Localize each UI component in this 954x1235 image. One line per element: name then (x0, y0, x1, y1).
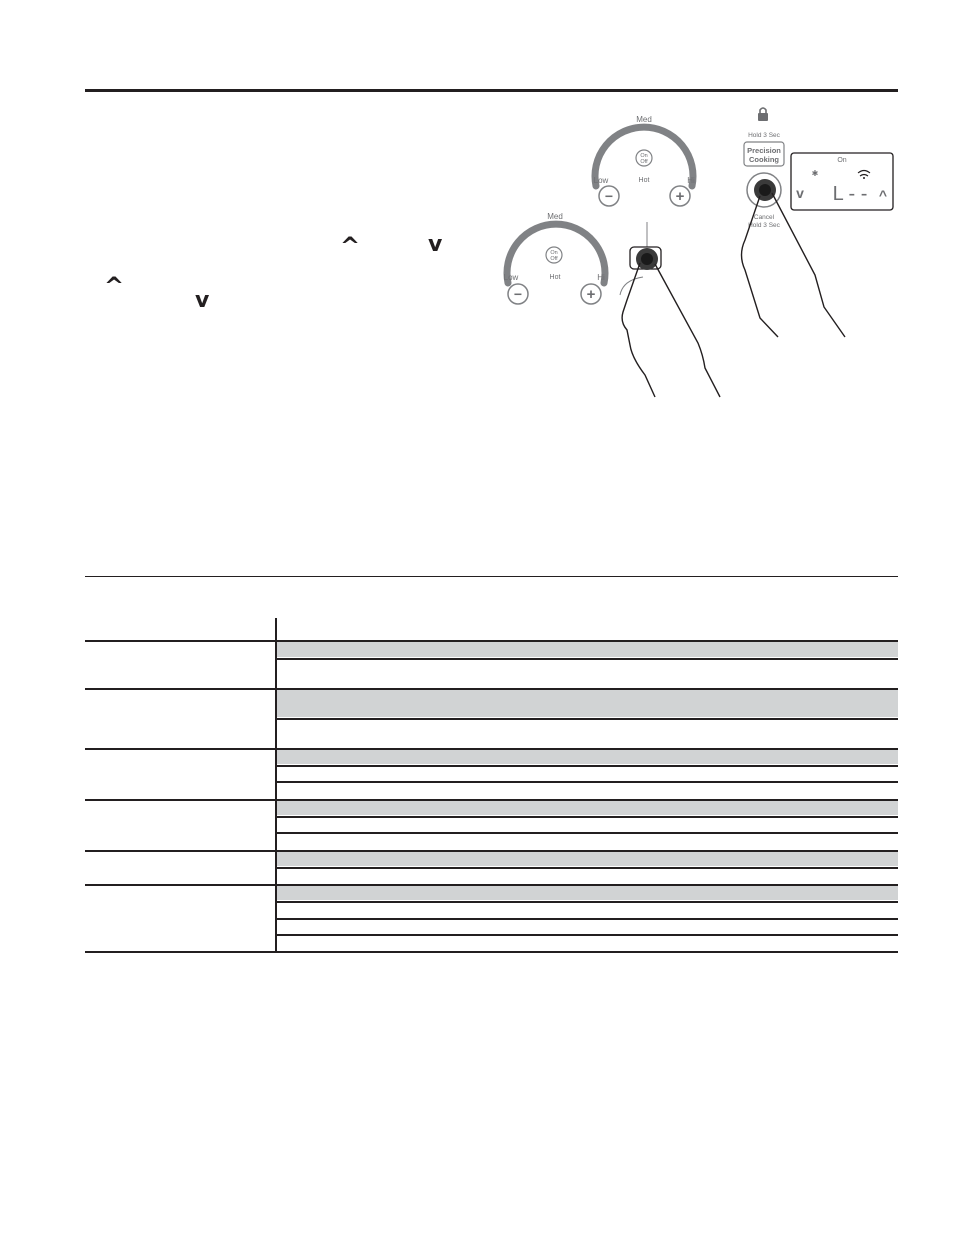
svg-text:+: + (586, 286, 596, 303)
top-rule (85, 89, 898, 92)
table-row (277, 642, 898, 657)
svg-text:L - -: L - - (832, 183, 868, 205)
table-row (277, 886, 898, 900)
section-rule (85, 576, 898, 577)
svg-text:^: ^ (878, 187, 888, 203)
svg-text:Med: Med (547, 212, 563, 221)
table-row (277, 750, 898, 764)
svg-text:Cancel: Cancel (753, 214, 775, 221)
chevron-down-icon: v (428, 232, 443, 257)
chevron-up-icon: ^ (104, 272, 125, 300)
chevron-down-icon: v (195, 288, 210, 313)
svg-text:−: − (513, 286, 523, 302)
svg-text:Precision: Precision (747, 146, 781, 155)
bluetooth-icon: ✱ (811, 169, 819, 178)
svg-text:On: On (837, 157, 847, 164)
svg-text:Med: Med (636, 115, 652, 124)
precision-panel (744, 108, 784, 229)
table-row (277, 801, 898, 815)
svg-text:Low: Low (503, 273, 519, 282)
svg-text:Off: Off (640, 159, 648, 165)
svg-text:Hot: Hot (549, 274, 561, 281)
svg-text:Hi: Hi (597, 273, 605, 282)
svg-text:Hold 3 Sec: Hold 3 Sec (748, 222, 780, 229)
svg-text:Cooking: Cooking (749, 155, 779, 164)
svg-text:−: − (604, 188, 614, 204)
svg-text:Hold 3 Sec: Hold 3 Sec (748, 132, 780, 139)
precision-display (791, 153, 893, 210)
table-row (277, 690, 898, 717)
svg-text:Off: Off (550, 256, 558, 262)
right-burner-control (594, 115, 695, 206)
svg-text:+: + (675, 188, 685, 205)
svg-text:Hot: Hot (638, 177, 650, 184)
svg-text:On: On (640, 153, 648, 159)
svg-text:On: On (550, 250, 558, 256)
lock-icon (758, 113, 768, 121)
chevron-up-icon: ^ (340, 232, 361, 260)
table-row (277, 852, 898, 866)
svg-text:v: v (796, 185, 804, 201)
left-burner-control (504, 212, 605, 304)
svg-text:Hi: Hi (687, 176, 695, 185)
cooktop-controls-illustration (490, 100, 900, 400)
svg-text:Low: Low (593, 176, 609, 185)
